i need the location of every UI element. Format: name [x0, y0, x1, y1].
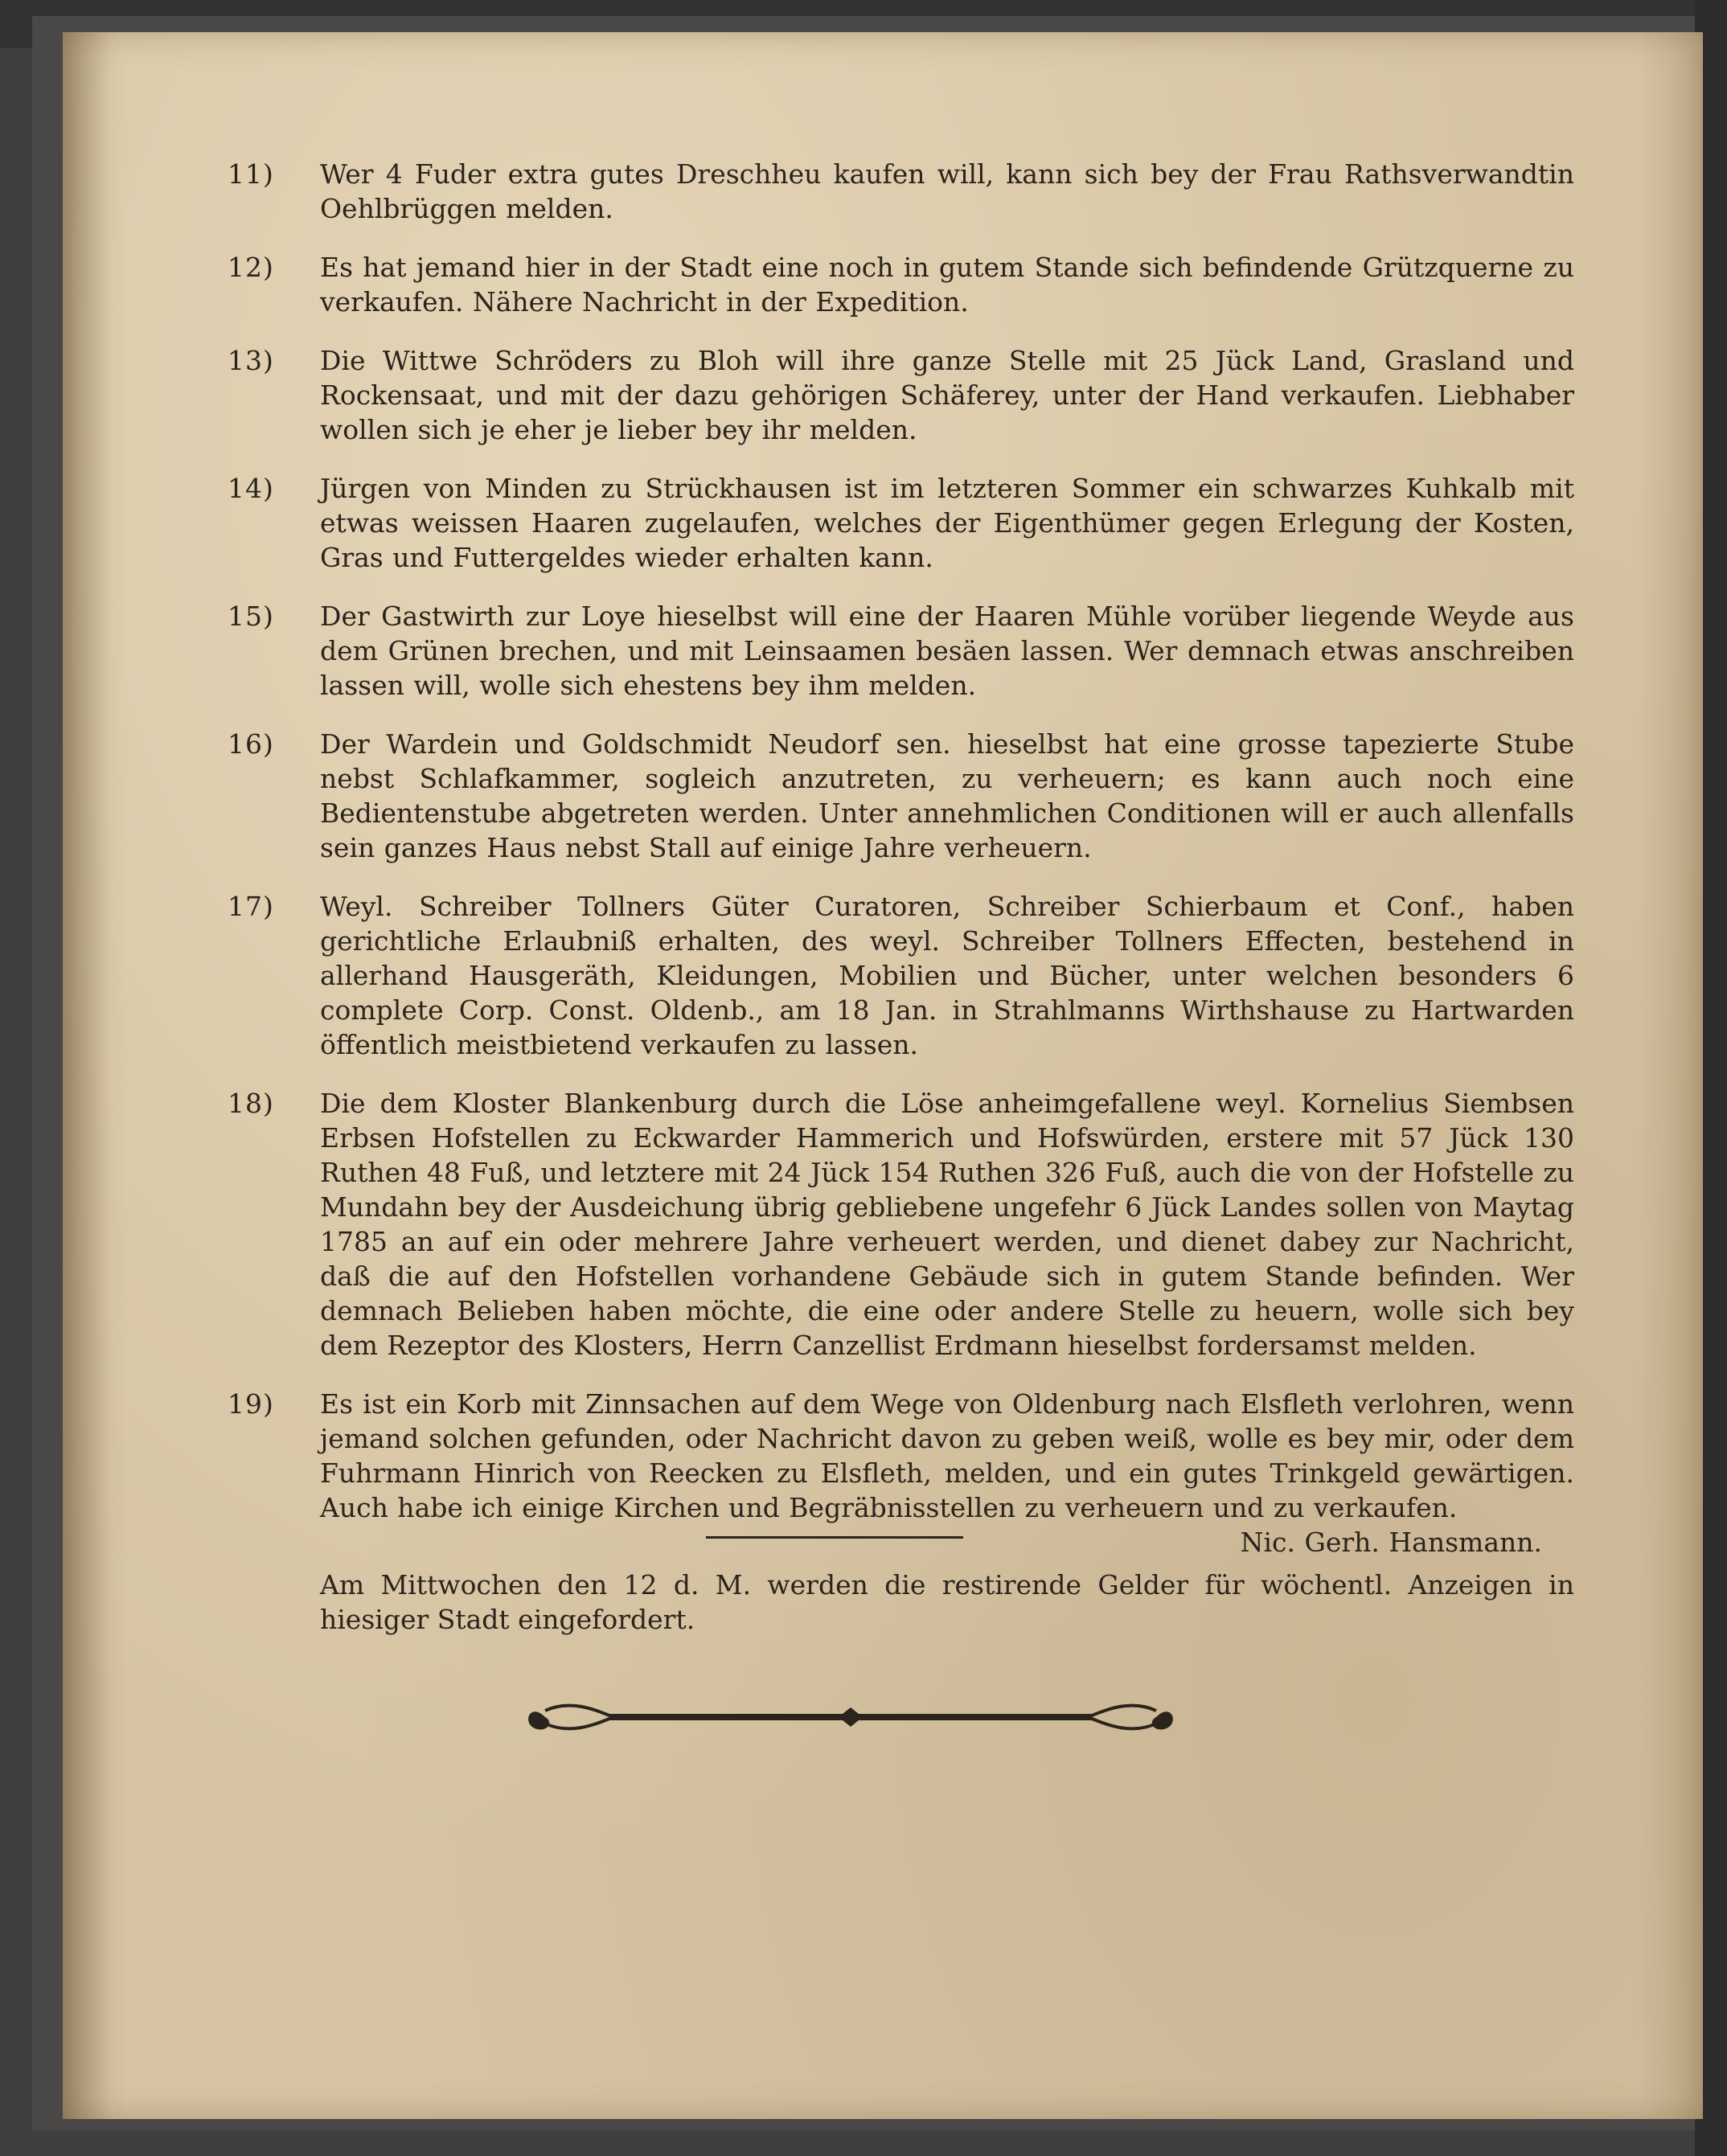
notice-entry-18	[228, 1086, 1574, 1363]
notice-entry-16	[228, 727, 1574, 865]
entry-text: Der Gastwirth zur Loye hieselbst will eine der Haaren Mühle vorüber liegende Weyde aus dem Grünen brechen, und mit Leinsaamen besäen lassen. Wer demnach etwas anschreiben lassen will, wolle sich ehestens bey ihm melden.	[320, 600, 1574, 701]
notice-entry-13	[228, 343, 1574, 447]
entry-text: Der Wardein und Goldschmidt Neudorf sen. hieselbst hat eine grosse tapezierte Stube nebst Schlafkammer, sogleich anzutreten, zu verheuern; es kann auch noch eine Bedientenstube abgetreten werden. Unter annehmlichen Conditionen will er auch allenfalls sein ganzes Haus nebst Stall auf einige Jahre verheuern.	[320, 728, 1574, 863]
entry-text	[320, 1387, 1574, 1558]
ornament-flourish	[521, 1693, 1180, 1741]
notice-entry-11	[228, 157, 1574, 226]
notice-entry-19	[228, 1387, 1574, 1558]
signature: Nic. Gerh. Hansmann.	[1240, 1527, 1542, 1558]
closing-note: Am Mittwochen den 12 d. M. werden die restirende Gelder für wöchentl. Anzeigen in hiesiger Stadt eingefordert.	[320, 1569, 1574, 1635]
page-gutter	[63, 32, 111, 2119]
entry-text: Die Wittwe Schröders zu Bloh will ihre ganze Stelle mit 25 Jück Land, Grasland und Rockensaat, und mit der dazu gehörigen Schäferey, unter der Hand verkaufen. Liebhaber wollen sich je eher je lieber bey ihr melden.	[320, 345, 1574, 445]
entry-number: 15)	[228, 600, 274, 632]
entry-text: Es hat jemand hier in der Stadt eine noch in gutem Stande sich befindende Grützquerne zu verkaufen. Nähere Nachricht in der Expedition.	[320, 252, 1574, 318]
notice-entry-12	[228, 250, 1574, 319]
entry-number: 11)	[228, 158, 274, 190]
entry-text: Weyl. Schreiber Tollners Güter Curatoren, Schreiber Schierbaum et Conf., haben gerichtliche Erlaubniß erhalten, des weyl. Schreiber Tollners Effecten, bestehend in allerhand Hausgeräth, Kleidungen, Mobilien und Bücher, unter welchen besonders 6 complete Corp. Const. Oldenb., am 18 Jan. in Strahlmanns Wirthshause zu Hartwarden öffentlich meistbietend verkaufen zu lassen.	[320, 891, 1574, 1060]
entry-body: Es ist ein Korb mit Zinnsachen auf dem Wege von Oldenburg nach Elsfleth verlohren, wenn jemand solchen gefunden, oder Nachricht davon zu geben weiß, wolle es bey mir, oder dem Fuhrmann Hinrich von Reecken zu Elsfleth, melden, und ein gutes Trinkgeld gewärtigen. Auch habe ich einige Kirchen und Begräbnisstellen zu verheuern und zu verkaufen.	[320, 1388, 1574, 1523]
notice-entry-15	[228, 599, 1574, 703]
section-divider	[706, 1536, 963, 1539]
entry-number: 17)	[228, 891, 274, 922]
entry-text: Wer 4 Fuder extra gutes Dreschheu kaufen will, kann sich bey der Frau Rathsverwandtin Oehlbrüggen melden.	[320, 158, 1574, 224]
entry-number: 16)	[228, 728, 274, 760]
entry-number: 12)	[228, 252, 274, 283]
entry-text: Die dem Kloster Blankenburg durch die Löse anheimgefallene weyl. Kornelius Siembsen Erbsen Hofstellen zu Eckwarder Hammerich und Hofswürden, erstere mit 57 Jück 130 Ruthen 48 Fuß, und letztere mit 24 Jück 154 Ruthen 326 Fuß, auch die von der Hofstelle zu Mundahn bey der Ausdeichung übrig gebliebene ungefehr 6 Jück Landes sollen von Maytag 1785 an auf ein oder mehrere Jahre verheuert werden, und dienet dabey zur Nachricht, daß die auf den Hofstellen vorhandene Gebäude sich in gutem Stande befinden. Wer demnach Belieben haben möchte, die eine oder andere Stelle zu heuern, wolle sich bey dem Rezeptor des Klosters, Herrn Canzellist Erdmann hieselbst fordersamst melden.	[320, 1088, 1574, 1361]
entry-number: 14)	[228, 473, 274, 504]
document-page	[63, 32, 1703, 2119]
page-content	[228, 157, 1574, 1749]
notice-entry-17	[228, 889, 1574, 1062]
entry-number: 19)	[228, 1388, 274, 1420]
notice-entry-14	[228, 471, 1574, 575]
entry-text: Jürgen von Minden zu Strückhausen ist im letzteren Sommer ein schwarzes Kuhkalb mit etwas weissen Haaren zugelaufen, welches der Eigenthümer gegen Erlegung der Kosten, Gras und Futtergeldes wieder erhalten kann.	[320, 473, 1574, 573]
entry-number: 13)	[228, 345, 274, 376]
entry-number: 18)	[228, 1088, 274, 1119]
